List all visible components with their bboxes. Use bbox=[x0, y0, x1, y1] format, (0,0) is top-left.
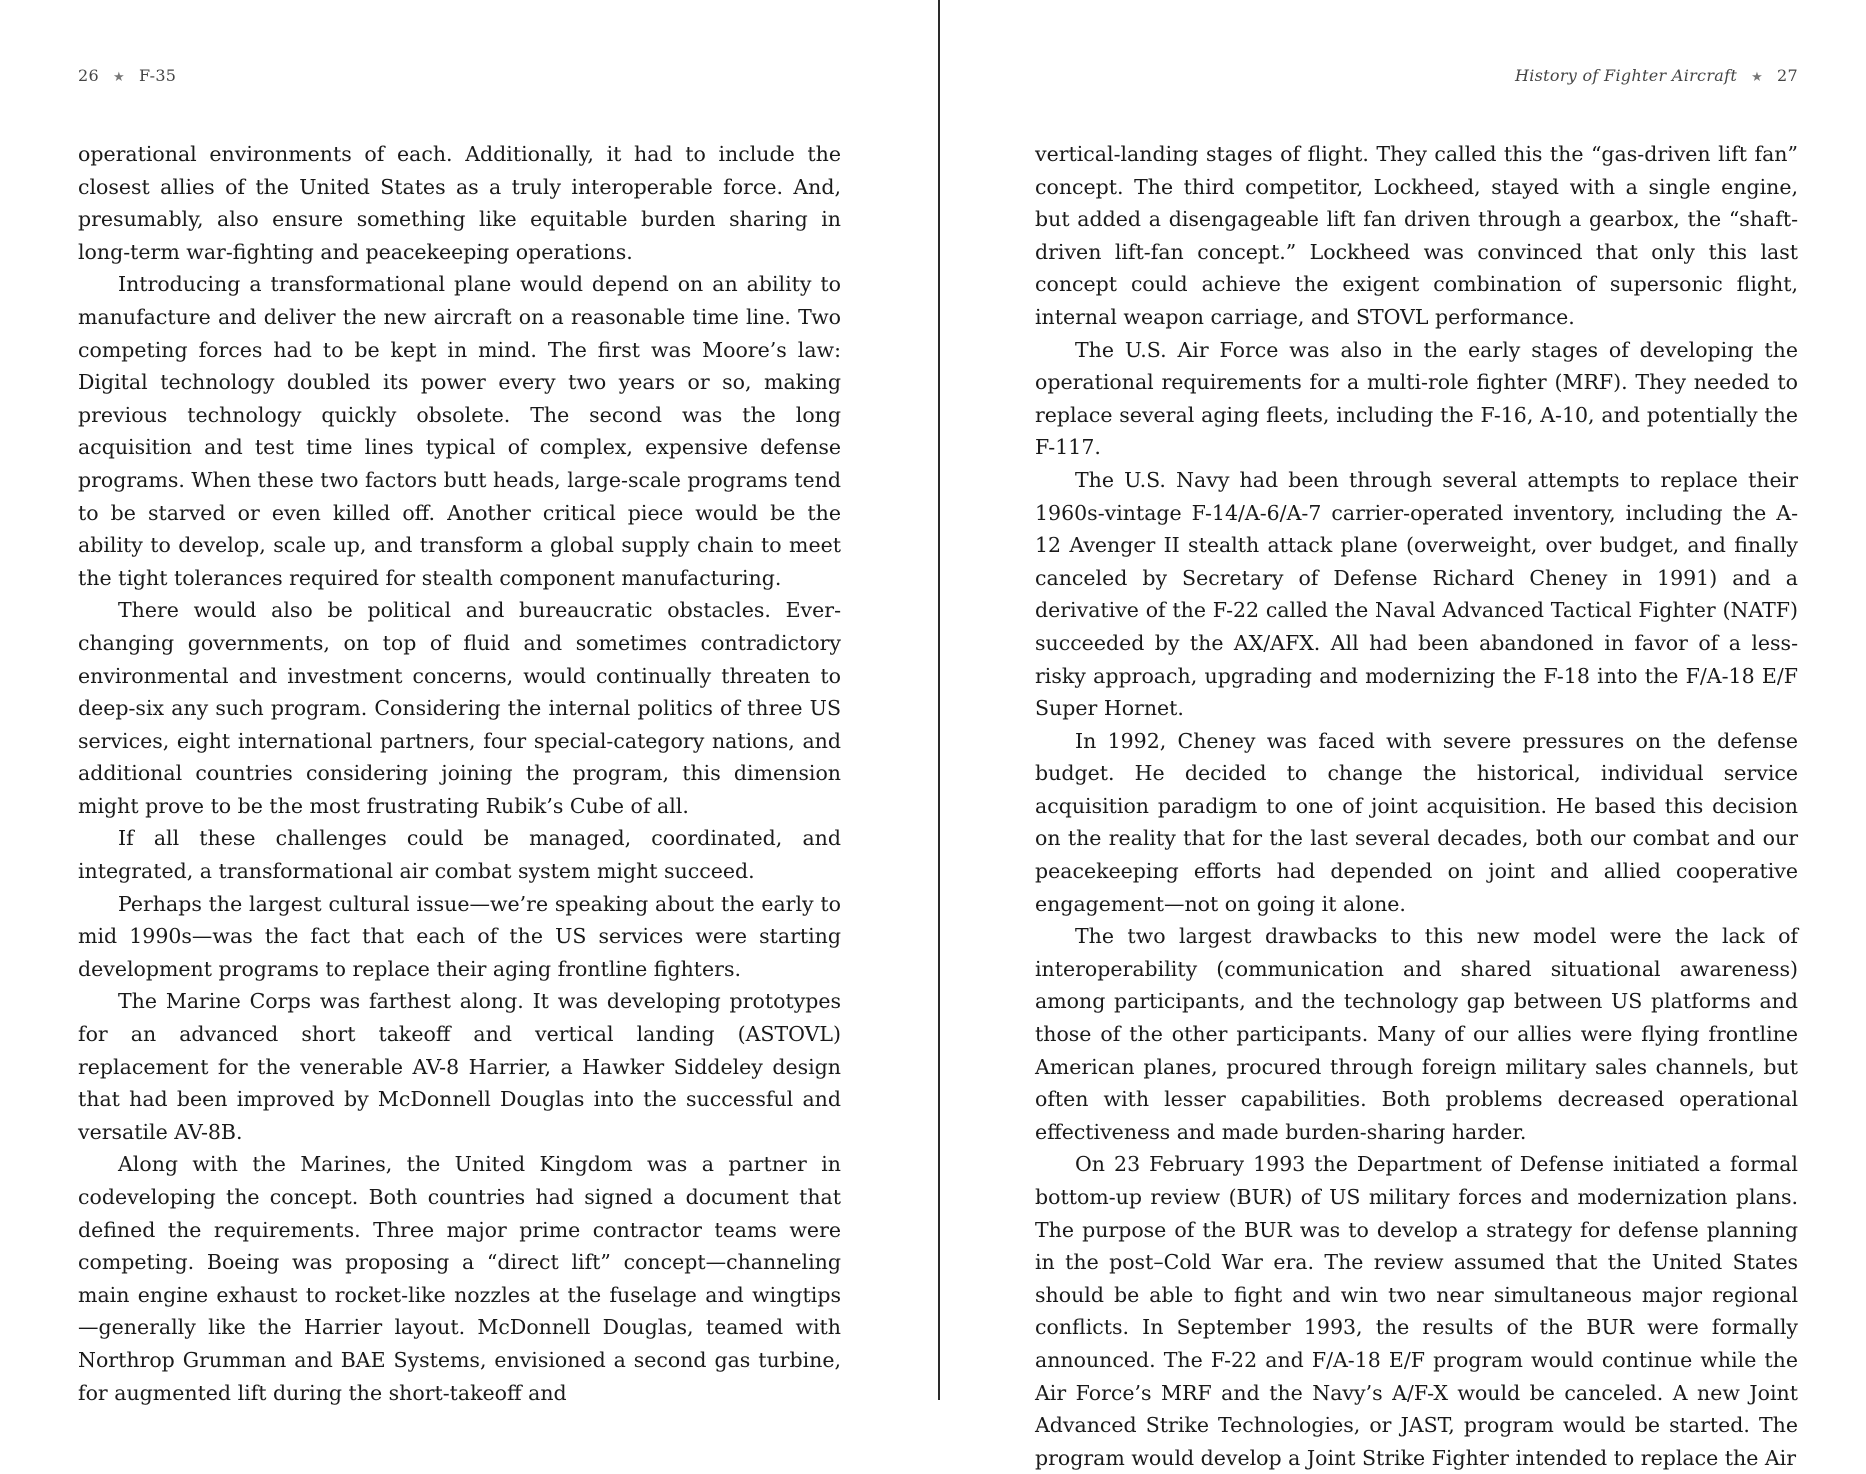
right-page bbox=[1035, 0, 1798, 1470]
paragraph: There would also be political and bureaucratic obstacles. Ever-changing governments, on top of fluid and sometimes contradictory environmental and investment concerns, would continually threaten to deep-six any such program. Considering the internal politics of three US services, eight international partners, four special-category nations, and additional countries considering joining the program, this dimension might prove to be the most frustrating Rubik’s Cube of all. bbox=[78, 598, 841, 818]
star-icon: ★ bbox=[112, 70, 125, 85]
paragraph: vertical-landing stages of flight. They called this the “gas-driven lift fan” concept. The third competitor, Lockheed, stayed with a single engine, but added a disengageable lift fan driven through a gearbox, the “shaft-driven lift-fan concept.” Lockheed was convinced that only this last concept could achieve the exigent combination of supersonic flight, internal weapon carriage, and STOVL performance. bbox=[1035, 142, 1798, 329]
right-running-title: History of Fighter Aircraft bbox=[1514, 66, 1738, 85]
paragraph: The Marine Corps was farthest along. It was developing prototypes for an advanced short takeoff and vertical landing (ASTOVL) replacement for the venerable AV-8 Harrier, a Hawker Siddeley design that had been improved by McDonnell Douglas into the successful and versatile AV-8B. bbox=[78, 989, 841, 1144]
paragraph: Perhaps the largest cultural issue—we’re speaking about the early to mid 1990s—was the fact that each of the US services were starting development programs to replace their aging frontline fighters. bbox=[78, 891, 841, 981]
paragraph: The two largest drawbacks to this new model were the lack of interoperability (communication and shared situational awareness) among participants, and the technology gap between US platforms and those of the other participants. Many of our allies were flying frontline American planes, procured through foreign military sales channels, but often with lesser capabilities. Both problems decreased operational effectiveness and made burden-sharing harder. bbox=[1035, 924, 1798, 1144]
left-page bbox=[78, 0, 841, 1405]
paragraph: In 1992, Cheney was faced with severe pressures on the defense budget. He decided to change the historical, individual service acquisition paradigm to one of joint acquisition. He based this decision on the reality that for the last several decades, both our combat and our peacekeeping efforts had depended on joint and allied cooperative engagement—not on going it alone. bbox=[1035, 728, 1798, 916]
paragraph: Introducing a transformational plane would depend on an ability to manufacture and deliver the new aircraft on a reasonable time line. Two competing forces had to be kept in mind. The first was Moore’s law: Digital technology doubled its power every two years or so, making previous technology quickly obsolete. The second was the long acquisition and test time lines typical of complex, expensive defense programs. When these two factors butt heads, large-scale programs tend to be starved or even killed off. Another critical piece would be the ability to develop, scale up, and transform a global supply chain to meet the tight tolerances required for stealth component manufacturing. bbox=[78, 272, 841, 590]
paragraph: operational environments of each. Additionally, it had to include the closest allies of the United States as a truly interoperable force. And, presumably, also ensure something like equitable burden sharing in long-term war-fighting and peacekeeping operations. bbox=[78, 142, 841, 264]
left-running-head bbox=[78, 66, 841, 85]
star-icon: ★ bbox=[1751, 70, 1764, 85]
left-body-text bbox=[78, 138, 841, 1409]
page-gutter-divider bbox=[938, 0, 940, 1400]
paragraph: The U.S. Navy had been through several attempts to replace their 1960s-vintage F-14/A-6/A-7 carrier-operated inventory, including the A-12 Avenger II stealth attack plane (overweight, over budget, and finally canceled by Secretary of Defense Richard Cheney in 1991) and a derivative of the F-22 called the Naval Advanced Tactical Fighter (NATF) succeeded by the AX/AFX. All had been abandoned in favor of a less-risky approach, upgrading and modernizing the F-18 into the F/A-18 E/F Super Hornet. bbox=[1035, 467, 1798, 721]
left-folio: 26 bbox=[78, 66, 99, 85]
paragraph: The U.S. Air Force was also in the early stages of developing the operational requirements for a multi-role fighter (MRF). They needed to replace several aging fleets, including the F-16, A-10, and potentially the F-117. bbox=[1035, 337, 1798, 460]
paragraph: If all these challenges could be managed, coordinated, and integrated, a transformational air combat system might succeed. bbox=[78, 826, 841, 884]
left-running-title: F-35 bbox=[138, 66, 177, 85]
right-body-text bbox=[1035, 138, 1798, 1474]
paragraph: Along with the Marines, the United Kingdom was a partner in codeveloping the concept. Both countries had signed a document that defined the requirements. Three major prime contractor teams were competing. Boeing was proposing a “direct lift” concept—channeling main engine exhaust to rocket-like nozzles at the fuselage and wingtips—generally like the Harrier layout. McDonnell Douglas, teamed with Northrop Grumman and BAE Systems, envisioned a second gas turbine, for augmented lift during the short-takeoff and bbox=[78, 1152, 841, 1405]
right-folio: 27 bbox=[1777, 66, 1798, 85]
paragraph: On 23 February 1993 the Department of Defense initiated a formal bottom-up review (BUR) of US military forces and modernization plans. The purpose of the BUR was to develop a strategy for defense planning in the post–Cold War era. The review assumed that the United States should be able to fight and win two near simultaneous major regional conflicts. In September 1993, the results of the BUR were formally announced. The F-22 and F/A-18 E/F program would continue while the Air Force’s MRF and the Navy’s A/F-X would be canceled. A new Joint Advanced Strike Technologies, or JAST, program would be started. The program would develop a Joint Strike Fighter intended to replace the Air bbox=[1035, 1152, 1798, 1470]
right-running-head bbox=[1035, 66, 1798, 85]
